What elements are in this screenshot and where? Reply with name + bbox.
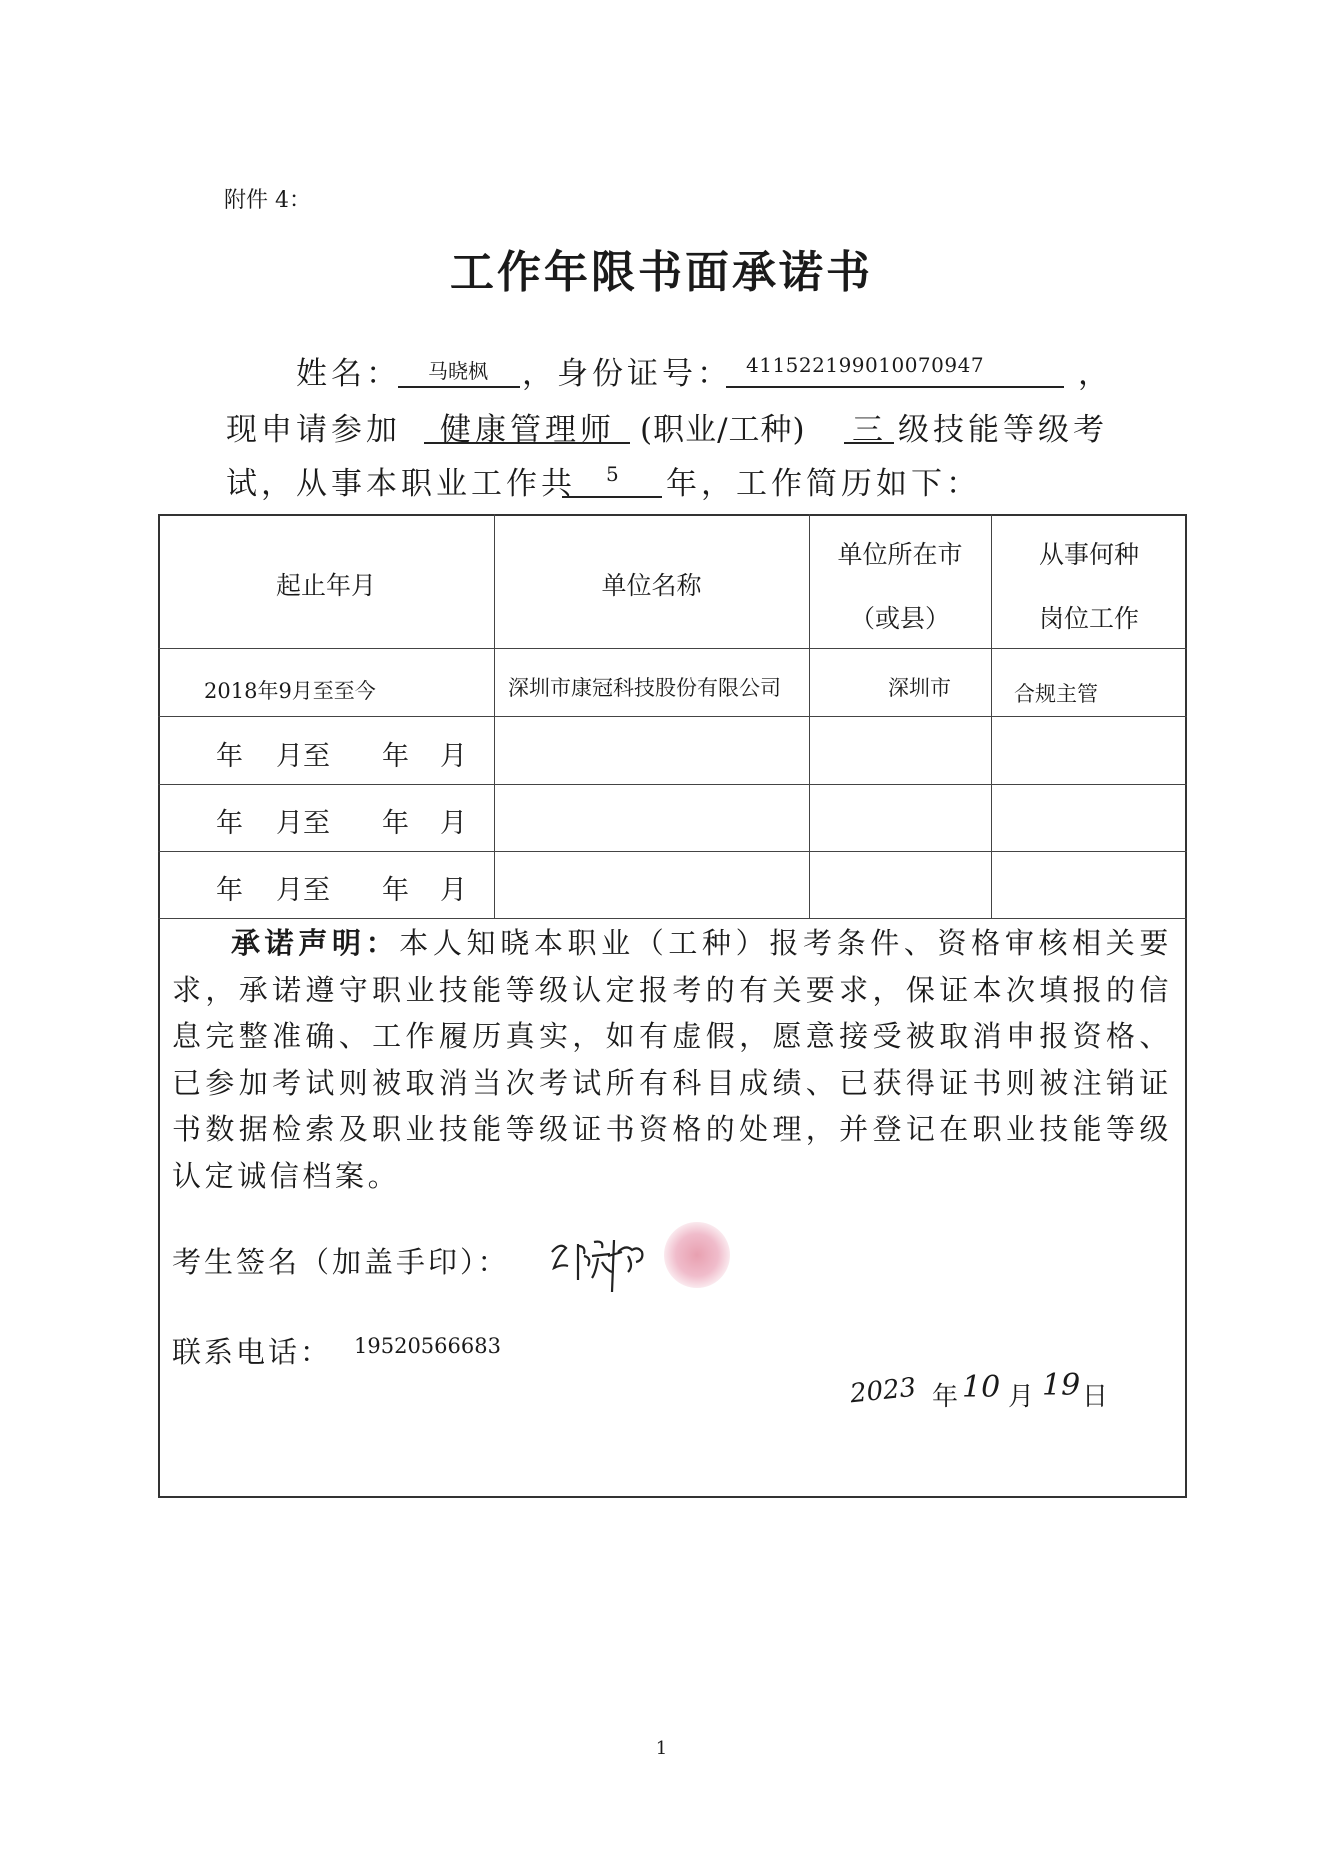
header-company: 单位名称 <box>601 571 702 600</box>
fingerprint-stamp <box>664 1222 730 1288</box>
table-rule <box>158 851 1187 852</box>
year-char: 年 <box>216 875 243 906</box>
header-period: 起止年月 <box>275 571 376 600</box>
year-char: 年 <box>382 875 409 906</box>
signature-label: 考生签名（加盖手印）： <box>172 1245 510 1279</box>
phone-label: 联系电话： <box>172 1335 333 1369</box>
row1-city: 深圳市 <box>888 676 951 700</box>
years-value: 5 <box>606 462 619 486</box>
name-label: 姓名： <box>296 356 401 392</box>
page-number: 1 <box>655 1738 668 1759</box>
header-city-line1: 单位所在市 <box>837 540 963 569</box>
month-char: 月 <box>440 875 467 906</box>
table-col-rule <box>809 514 810 918</box>
date-day-label: 日 <box>1082 1382 1109 1412</box>
month-char: 月 <box>440 808 467 839</box>
years-prefix: 试，从事本职业工作共 <box>226 466 576 502</box>
declaration-label: 承诺声明： <box>230 926 400 960</box>
date-year-label: 年 <box>932 1382 959 1412</box>
document-title: 工作年限书面承诺书 <box>450 247 873 298</box>
year-char: 年 <box>216 808 243 839</box>
table-rule <box>158 784 1187 785</box>
row1-period: 2018年9月至至今 <box>204 679 376 703</box>
apply-label: 现申请参加 <box>226 412 401 448</box>
row1-company: 深圳市康冠科技股份有限公司 <box>508 676 781 700</box>
id-value: 411522199010070947 <box>746 353 985 377</box>
declaration-paragraph <box>172 920 1172 1199</box>
name-underline <box>398 386 520 388</box>
years-underline <box>562 496 662 498</box>
declaration-text: 本人知晓本职业（工种）报考条件、资格审核相关要求，承诺遵守职业技能等级认定报考的有关要求，保证本次填报的信息完整准确、工作履历真实，如有虚假，愿意接受被取消申报资格、已参加考试则被取消当次考试所有科目成绩、已获得证书则被注销证书数据检索及职业技能等级证书资格的处理，并登记在职业技能等级认定诚信档案。 <box>172 926 1172 1193</box>
header-city-line2: （或县） <box>849 604 950 633</box>
header-role-line1: 从事何种 <box>1038 540 1139 569</box>
table-rule <box>158 648 1187 649</box>
phone-value: 19520566683 <box>354 1334 501 1358</box>
month-to-chars: 月至 <box>276 741 330 772</box>
month-to-chars: 月至 <box>276 875 330 906</box>
table-rule <box>158 918 1187 919</box>
date-day: 19 <box>1042 1368 1081 1403</box>
date-year: 2023 <box>848 1372 918 1410</box>
year-char: 年 <box>382 741 409 772</box>
row1-role: 合规主管 <box>1014 682 1098 706</box>
occupation-suffix: (职业/工种) <box>640 412 806 448</box>
name-value: 马晓枫 <box>428 359 488 383</box>
years-suffix: 年，工作简历如下： <box>666 466 981 502</box>
id-underline <box>726 386 1064 388</box>
id-label: ，身份证号： <box>522 356 732 392</box>
year-char: 年 <box>216 741 243 772</box>
handwritten-signature <box>548 1222 658 1292</box>
date-month: 10 <box>962 1370 1001 1405</box>
occupation-value: 健康管理师 <box>440 412 615 448</box>
table-rule <box>158 716 1187 717</box>
level-suffix: 级技能等级考 <box>898 412 1108 448</box>
level-value: 三 <box>852 412 887 448</box>
date-month-label: 月 <box>1008 1382 1035 1412</box>
line1-end: ， <box>1078 356 1113 392</box>
year-char: 年 <box>382 808 409 839</box>
attachment-label: 附件 4： <box>224 188 311 213</box>
month-char: 月 <box>440 741 467 772</box>
table-col-rule <box>991 514 992 918</box>
header-role-line2: 岗位工作 <box>1038 604 1139 633</box>
month-to-chars: 月至 <box>276 808 330 839</box>
